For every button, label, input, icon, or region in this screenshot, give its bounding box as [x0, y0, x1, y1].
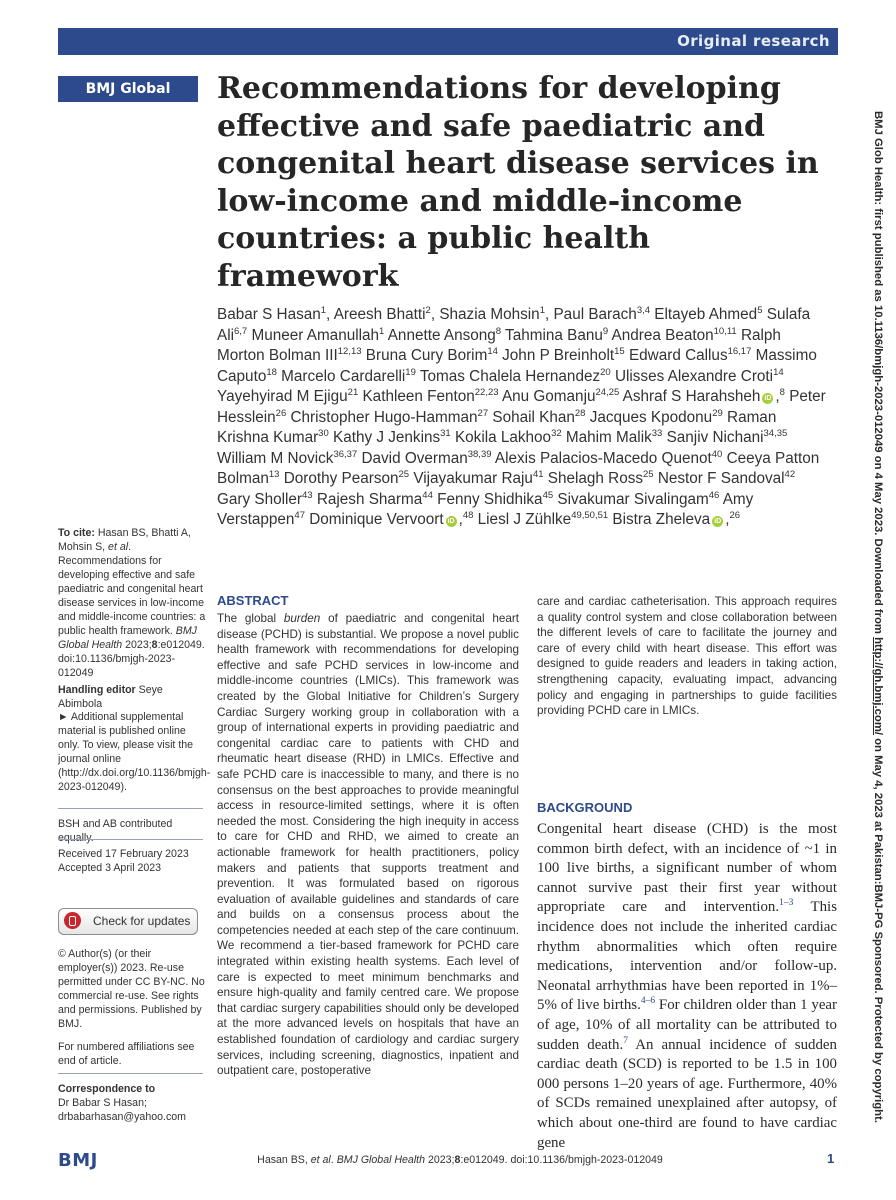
author-entry	[612, 327, 741, 344]
author-entry	[388, 327, 505, 344]
orcid-icon[interactable]: iD	[447, 518, 455, 525]
author-affiliation: 1	[320, 304, 327, 316]
section-label: Original research	[677, 32, 830, 50]
author-comma: ,	[725, 511, 730, 528]
author-entry	[566, 429, 667, 446]
author-name: Nestor F Sandoval	[657, 470, 785, 487]
author-separator: ,	[430, 306, 440, 323]
accepted-date: Accepted 3 April 2023	[58, 862, 162, 874]
author-name: Dorothy Pearson	[283, 470, 399, 487]
author-affiliation: 3,4	[636, 304, 651, 316]
to-cite-year: 2023;	[122, 639, 152, 651]
author-name: Peter Hesslein	[217, 388, 826, 426]
author-name: Mahim Malik	[565, 429, 652, 446]
author-affiliation: 22,23	[474, 386, 499, 398]
side-download-notice	[848, 54, 884, 1180]
footer-cite-et-al: et al	[310, 1154, 331, 1166]
author-affiliation: 32	[551, 427, 562, 439]
author-affiliation: 20	[600, 366, 611, 378]
author-affiliation: 8	[779, 386, 785, 398]
reference-link[interactable]: 7	[623, 1035, 628, 1046]
author-entry	[502, 388, 623, 405]
author-entry	[251, 327, 387, 344]
dates-block	[58, 847, 208, 875]
author-name: Alexis Palacios-Macedo Quenot	[494, 449, 712, 467]
to-cite-volume: 8	[151, 639, 158, 651]
to-cite-text-1: Hasan BS, Bhatti A, Mohsin S,	[58, 527, 191, 553]
author-affiliation: 5	[757, 304, 763, 316]
author-affiliation: 28	[574, 407, 586, 419]
author-entry	[362, 388, 501, 405]
page-number: 1	[827, 1151, 835, 1166]
to-cite-et-al: et al	[108, 541, 129, 553]
author-entry	[291, 409, 493, 426]
author-name: Marcelo Cardarelli	[281, 367, 406, 385]
author-entry	[333, 429, 455, 446]
author-name: Yayehyirad M Ejigu	[217, 388, 348, 405]
journal-badge: BMJ Global Health	[58, 76, 198, 102]
supplemental-text[interactable]: ► Additional supplemental material is published online only. To view, please visit the journal online (http://dx.doi.org/10.1136/bmjgh-2023-012049).	[58, 711, 211, 793]
abstract-heading: ABSTRACT	[217, 593, 289, 608]
author-affiliation: 42	[784, 468, 796, 480]
footer-cite-1: Hasan BS,	[257, 1154, 311, 1166]
author-name: Kokila Lakhoo	[454, 429, 552, 446]
author-affiliation: 10,11	[713, 325, 737, 337]
author-affiliation: 49,50,51	[571, 509, 609, 521]
author-entry	[317, 491, 437, 508]
author-affiliation: 6,7	[234, 325, 248, 337]
author-name: Dominique Vervoort	[309, 511, 444, 528]
author-name: Sanjiv Nichani	[666, 429, 764, 446]
author-affiliation: 48	[462, 509, 474, 521]
author-affiliation: 43	[302, 489, 313, 501]
author-list	[217, 305, 832, 531]
citation-block	[58, 526, 208, 680]
footer-cite-journal: BMJ Global Health	[336, 1154, 426, 1166]
correspondence-block	[58, 1082, 208, 1124]
bmj-logo: BMJ	[58, 1150, 98, 1171]
background-heading: BACKGROUND	[537, 800, 633, 815]
author-affiliation: 33	[651, 427, 663, 439]
sidebar-divider	[58, 808, 203, 809]
side-notice-part-1: BMJ Glob Health: first published as 10.1136/bmjgh-2023-012049 on 4 May 2023. Downloaded from	[872, 111, 884, 638]
author-entry	[478, 511, 613, 528]
to-cite-text-2: . Recommendations for developing effective and safe paediatric and congenital heart disease services in low-income and middle-income countries: a public health framework.	[58, 541, 206, 637]
author-name: Bruna Cury Borim	[365, 347, 488, 364]
author-affiliation: 41	[532, 468, 544, 480]
author-entry	[612, 511, 740, 528]
author-affiliation: 45	[542, 489, 554, 501]
author-name: Amy Verstappen	[217, 490, 754, 528]
abstract-column-1	[217, 611, 519, 1079]
author-name: Ulisses Alexandre Croti	[614, 367, 774, 385]
author-entry	[548, 470, 658, 487]
author-affiliation: 26	[275, 407, 287, 419]
author-entry	[557, 491, 722, 508]
author-affiliation: 1	[539, 304, 545, 316]
author-affiliation: 34,35	[763, 427, 788, 439]
author-entry	[437, 491, 557, 508]
sidebar-divider	[58, 1073, 203, 1074]
author-name: Tomas Chalela Hernandez	[419, 367, 601, 385]
abstract-text-col2: care and cardiac catheterisation. This approach requires a quality control system and close collaboration between the different levels of care to facilitate the journey and care of every child with heart disease. This effort was designed to guide readers and leaders in taking action, strengthening capacity, evaluating impact, advancing policy and engaging in partnerships to guide facilities providing PCHD care in LMICs.	[537, 595, 837, 718]
author-name: Areesh Bhatti	[333, 306, 426, 323]
author-entry	[284, 470, 414, 487]
author-affiliation: 2	[425, 304, 431, 316]
affiliations-note	[58, 1040, 208, 1068]
author-affiliation: 47	[294, 509, 305, 521]
author-affiliation: 36,37	[333, 448, 358, 460]
author-affiliation: 14	[487, 345, 498, 357]
reference-link[interactable]: 4–6	[640, 996, 656, 1007]
author-name: Ceeya Patton Bolman	[217, 449, 820, 487]
author-entry	[623, 388, 790, 405]
background-text-1: Congenital heart disease (CHD) is the most common birth defect, with an incidence of ~1 in 100 live births, a significant number of whom cannot survive past their first year without appropriate care and intervention.	[537, 821, 837, 916]
background-text-4: An annual incidence of sudden cardiac death (SCD) is reported to be 1.5 in 100 000 persons 1–20 years of age. Furthermore, 40% of SCDs remained unexplained after autopsy, of which about one-third are found to have cardiac gene	[537, 1036, 837, 1151]
author-name: David Overman	[361, 449, 468, 467]
author-affiliation: 27	[477, 407, 489, 419]
bookmark-icon	[64, 912, 81, 929]
author-name: Liesl J Zühlke	[477, 511, 572, 528]
author-entry	[309, 511, 477, 528]
author-entry	[629, 347, 756, 364]
author-affiliation: 44	[422, 489, 433, 501]
to-cite-label: To cite:	[58, 527, 95, 539]
author-entry	[334, 306, 440, 323]
orcid-icon[interactable]: iD	[714, 518, 722, 525]
article-title: Recommendations for developing effective and safe paediatric and congenital heart disease services in low-income and middle-income countries: a public health framework	[217, 71, 819, 294]
author-entry	[667, 429, 788, 446]
author-name: Sulafa Ali	[217, 306, 811, 344]
author-name: Sohail Khan	[492, 408, 575, 426]
author-name: Edward Callus	[628, 347, 728, 364]
author-affiliation: 18	[266, 366, 277, 378]
author-affiliation: 40	[711, 448, 723, 460]
author-name: Shelagh Ross	[547, 470, 644, 487]
author-affiliation: 29	[712, 407, 723, 419]
footer-cite-3: 2023;	[425, 1154, 455, 1166]
author-affiliation: 24,25	[595, 386, 620, 398]
author-comma: ,	[775, 388, 780, 405]
check-for-updates-label: Check for updates	[93, 914, 191, 928]
author-name: Bistra Zheleva	[612, 511, 711, 528]
author-name: William M Novick	[217, 449, 334, 467]
author-name: Vijayakumar Raju	[413, 470, 533, 487]
copyright-note	[58, 947, 208, 1031]
author-entry	[654, 306, 766, 323]
handling-editor-name: Seye Abimbola	[58, 684, 163, 710]
author-affiliation: 14	[773, 366, 784, 378]
abstract-burden: burden	[283, 612, 321, 625]
author-entry	[217, 491, 317, 508]
author-entry	[502, 347, 629, 364]
author-comma: ,	[458, 511, 463, 528]
background-body	[537, 820, 837, 1153]
author-name: Andrea Beaton	[611, 326, 714, 344]
correspondence-name: Dr Babar S Hasan;	[58, 1097, 147, 1109]
copyright-text: © Author(s) (or their employer(s)) 2023. Re-use permitted under CC BY-NC. No commercial re-use. See rights and permissions. Published by BMJ.	[58, 948, 205, 1030]
author-name: Christopher Hugo-Hamman	[290, 408, 478, 426]
author-entry	[217, 450, 361, 467]
contribution-note	[58, 817, 208, 845]
author-entry	[217, 388, 362, 405]
author-entry	[615, 368, 784, 385]
abstract-text-2: of paediatric and congenital heart disease (PCHD) is substantial. We propose a novel public health framework with recommendations for developing effective and safe PCHD services in low-income and middle-income countries (LMICs). This framework was created by the Global Initiative for Children’s Surgery Cardiac Surgery working group in collaboration with a group of international experts in providing paediatric and congenital cardiac care to patients with CHD and rheumatic heart disease (RHD) in LMICs. Effective and safe PCHD care is inaccessible to many, and there is no consensus on the best approaches to provide meaningful access in resource-limited settings, where it is often needed the most. Considering the high inequity in access to care for CHD and RHD, we aimed to create an actionable framework for health practitioners, policy makers and patients that supports treatment and prevention. It was formulated based on rigorous evaluation of available guidelines and standards of care and builds on a consensus process about the competencies needed at each step of the care continuum. We recommend a tier-based framework for PCHD care integrated within existing health systems. Each level of care is expected to meet minimum benchmarks and ensure high-quality and family centred care. We propose that cardiac surgery capabilities should only be developed at the more advanced levels on hospitals that have an established foundation of cardiology and cardiac surgery services, including screening, diagnostics, inpatient and outpatient care, postoperative	[217, 612, 520, 1078]
side-notice-link[interactable]: http://gh.bmj.com/	[872, 637, 884, 736]
author-affiliation: 13	[268, 468, 280, 480]
correspondence-label: Correspondence to	[58, 1083, 156, 1095]
author-name: Sivakumar Sivalingam	[557, 490, 709, 508]
correspondence-email[interactable]: drbabarhasan@yahoo.com	[58, 1111, 186, 1123]
author-entry	[413, 470, 547, 487]
orcid-icon[interactable]: iD	[764, 395, 772, 402]
author-entry	[495, 450, 727, 467]
to-cite-journal: BMJ Global Health	[58, 625, 197, 651]
author-entry	[553, 306, 654, 323]
section-banner	[58, 28, 838, 55]
author-affiliation: 16,17	[727, 345, 752, 357]
author-name: Jacques Kpodonu	[589, 408, 713, 426]
footer-citation	[230, 1154, 690, 1166]
abstract-text-1: The global	[217, 612, 284, 625]
author-separator: ,	[326, 306, 334, 323]
author-affiliation: 21	[347, 386, 359, 398]
footer-cite-4: :e012049. doi:10.1136/bmjgh-2023-012049	[460, 1154, 663, 1166]
footer-cite-volume: 8	[454, 1154, 461, 1166]
author-entry	[420, 368, 615, 385]
reference-link[interactable]: 1–3	[779, 898, 794, 909]
author-name: Massimo Caputo	[217, 347, 817, 385]
author-name: Kathy J Jenkins	[333, 429, 441, 446]
author-affiliation: 26	[729, 509, 741, 521]
author-name: Gary Sholler	[217, 490, 303, 508]
author-name: Eltayeb Ahmed	[654, 306, 758, 323]
author-affiliation: 31	[440, 427, 451, 439]
author-entry	[361, 450, 494, 467]
background-text-2: This incidence does not include the inherited cardiac rhythm abnormalities which often require medications, intervention and/or follow-up. Neonatal arrhythmias have been reported in 1%–5% of live births.	[537, 899, 837, 1014]
author-name: Muneer Amanullah	[251, 326, 380, 344]
author-name: John P Breinholt	[502, 347, 615, 364]
author-name: Shazia Mohsin	[439, 306, 540, 323]
supplemental-note	[58, 710, 211, 794]
handling-editor-label: Handling editor	[58, 684, 136, 696]
received-date: Received 17 February 2023	[58, 848, 189, 860]
author-affiliation: 8	[495, 325, 502, 337]
author-affiliation: 30	[318, 427, 329, 439]
author-entry	[217, 306, 334, 323]
abstract-column-2	[537, 594, 837, 719]
author-affiliation: 9	[602, 325, 609, 337]
author-name: Rajesh Sharma	[316, 490, 423, 508]
to-cite-tail: :e012049. doi:10.1136/bmjgh-2023-012049	[58, 639, 205, 679]
author-name: Ralph Morton Bolman III	[217, 326, 781, 364]
author-entry	[366, 347, 502, 364]
author-name: Raman Krishna Kumar	[217, 408, 777, 446]
author-name: Tahmina Banu	[505, 326, 603, 344]
author-name: Babar S Hasan	[217, 306, 321, 323]
author-separator: ,	[544, 306, 554, 323]
check-for-updates-button[interactable]	[58, 908, 198, 935]
author-name: Ashraf S Harahsheh	[622, 388, 761, 405]
handling-editor	[58, 683, 208, 711]
contribution-text: BSH and AB contributed equally.	[58, 818, 173, 844]
author-name: Anu Gomanju	[501, 388, 596, 405]
author-name: Paul Barach	[553, 306, 637, 323]
author-entry	[492, 409, 589, 426]
author-entry	[455, 429, 566, 446]
author-entry	[658, 470, 795, 487]
sidebar-divider	[58, 839, 203, 840]
author-name: Kathleen Fenton	[362, 388, 475, 405]
background-text-3: For children older than 1 year of age, 10% of all mortality can be attributed to sudden death.	[537, 997, 837, 1053]
author-entry	[439, 306, 553, 323]
author-affiliation: 19	[405, 366, 416, 378]
author-entry	[590, 409, 727, 426]
footer-cite-2: .	[330, 1154, 337, 1166]
author-affiliation: 15	[614, 345, 625, 357]
author-affiliation: 46	[708, 489, 720, 501]
author-name: Annette Ansong	[387, 326, 496, 344]
author-name: Fenny Shidhika	[437, 490, 543, 508]
author-affiliation: 25	[643, 468, 654, 480]
author-affiliation: 1	[379, 325, 385, 337]
author-affiliation: 38,39	[467, 448, 492, 460]
author-entry	[505, 327, 612, 344]
author-entry	[281, 368, 420, 385]
side-notice-part-2: on May 4, 2023 at Pakistan:BMJ-PG Sponsored. Protected by copyright.	[872, 735, 884, 1123]
author-affiliation: 12,13	[337, 345, 362, 357]
affiliations-text: For numbered affiliations see end of article.	[58, 1041, 195, 1067]
author-affiliation: 25	[398, 468, 410, 480]
